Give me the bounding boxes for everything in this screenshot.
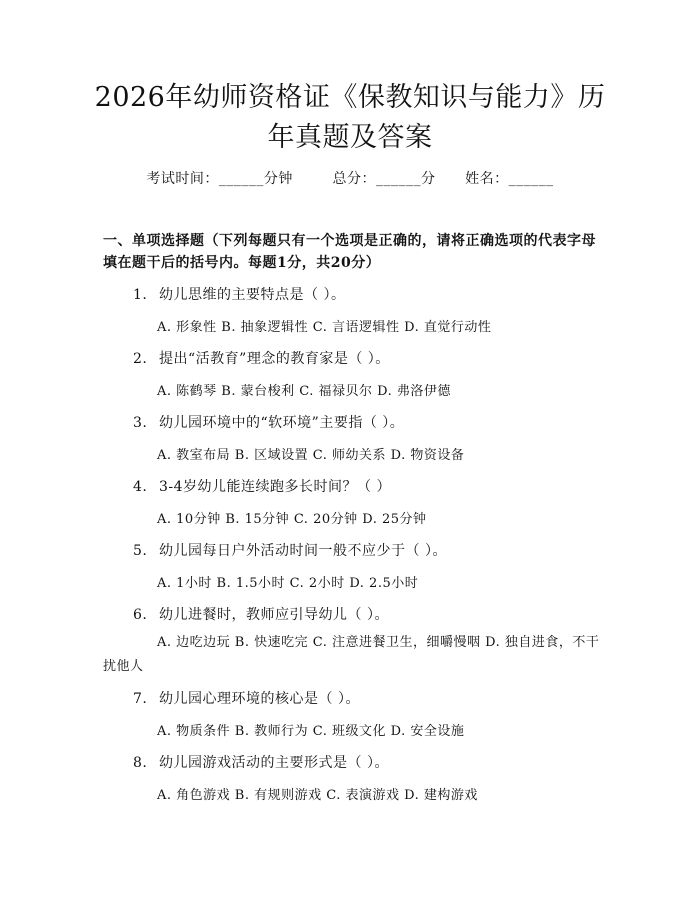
exam-meta	[0, 168, 700, 188]
question-number: 8.	[133, 755, 148, 771]
question-stem: 幼儿园游戏活动的主要形式是（ ）。	[159, 755, 389, 771]
question-stem: 幼儿思维的主要特点是（ ）。	[159, 287, 346, 303]
total-score-label: 总分：	[332, 171, 376, 187]
name-label: 姓名：	[465, 171, 509, 187]
question-stem: 幼儿园环境中的“软环境”主要指（ ）。	[159, 415, 405, 431]
question-3-options: A. 教室布局 B. 区域设置 C. 师幼关系 D. 物资设备	[157, 448, 465, 463]
question-6-options: A. 边吃边玩 B. 快速吃完 C. 注意进餐卫生，细嚼慢咽 D. 独自进食，不干扰他人	[103, 635, 600, 674]
question-5-options: A. 1小时 B. 1.5小时 C. 2小时 D. 2.5小时	[157, 576, 419, 591]
question-number: 5.	[133, 543, 148, 559]
exam-time-label: 考试时间：	[146, 171, 219, 187]
question-2-options: A. 陈鹤琴 B. 蒙台梭利 C. 福禄贝尔 D. 弗洛伊德	[157, 384, 451, 399]
question-3	[133, 412, 404, 432]
question-1-options: A. 形象性 B. 抽象逻辑性 C. 言语逻辑性 D. 直觉行动性	[157, 320, 492, 335]
question-number: 1.	[133, 287, 148, 303]
document-title: 2026年幼师资格证《保教知识与能力》历年真题及答案	[94, 82, 606, 153]
section-heading: 一、单项选择题（下列每题只有一个选项是正确的，请将正确选项的代表字母填在题干后的括号内。每题1分，共20分）	[103, 233, 596, 271]
question-stem: 3-4岁幼儿能连续跑多长时间？（ ）	[159, 479, 391, 495]
question-stem: 幼儿园每日户外活动时间一般不应少于（ ）。	[159, 543, 447, 559]
question-number: 7.	[133, 691, 148, 707]
exam-time-blank: ______分钟	[218, 171, 293, 187]
name-blank: ______	[508, 171, 554, 187]
question-4-options: A. 10分钟 B. 15分钟 C. 20分钟 D. 25分钟	[157, 512, 427, 527]
question-2	[133, 348, 390, 368]
question-number: 2.	[133, 351, 148, 367]
total-score-blank: ______分	[375, 171, 436, 187]
question-7-options: A. 物质条件 B. 教师行为 C. 班级文化 D. 安全设施	[157, 724, 465, 739]
question-6	[133, 604, 389, 624]
question-number: 4.	[133, 479, 148, 495]
question-8-options: A. 角色游戏 B. 有规则游戏 C. 表演游戏 D. 建构游戏	[157, 788, 478, 803]
question-stem: 幼儿园心理环境的核心是（ ）。	[159, 691, 360, 707]
question-4	[133, 476, 391, 496]
question-7	[133, 688, 360, 708]
question-stem: 幼儿进餐时，教师应引导幼儿（ ）。	[159, 607, 389, 623]
question-1	[133, 284, 345, 304]
question-stem: 提出“活教育”理念的教育家是（ ）。	[159, 351, 390, 367]
question-5	[133, 540, 447, 560]
question-number: 6.	[133, 607, 148, 623]
question-number: 3.	[133, 415, 148, 431]
question-8	[133, 752, 389, 772]
